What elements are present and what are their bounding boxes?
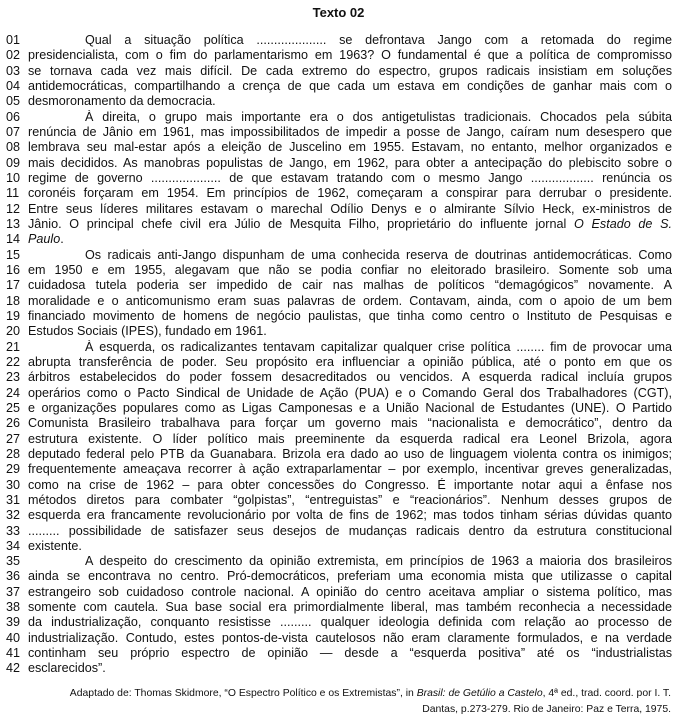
line-number: 15 bbox=[6, 247, 21, 262]
text-line bbox=[6, 554, 672, 569]
line-content: continham seu próprio espectro de opinião — desde a “esquerda positiva” até os “industrialistas bbox=[28, 646, 672, 661]
line-text bbox=[28, 493, 672, 508]
text-line bbox=[6, 217, 672, 232]
line-number: 29 bbox=[6, 462, 21, 477]
line-text bbox=[28, 278, 672, 293]
line-number: 22 bbox=[6, 354, 21, 369]
line-content: antidemocráticas, compartilhando a crença de que cada um estava em condições de ganhar mais com o bbox=[28, 78, 672, 93]
line-text bbox=[28, 79, 672, 94]
line-text bbox=[28, 401, 672, 416]
line-number: 06 bbox=[6, 109, 21, 124]
line-text bbox=[28, 64, 672, 79]
line-text bbox=[28, 33, 672, 48]
line-content: À direita, o grupo mais importante era o dos antigetulistas tradicionais. Chocados pela súbita bbox=[85, 109, 672, 124]
line-content: moralidade e o anticomunismo eram suas palavras de ordem. Contavam, ainda, com o apoio de um bem bbox=[28, 293, 672, 308]
source-book-title: Brasil: de Getúlio a Castelo bbox=[416, 688, 543, 699]
line-text bbox=[28, 340, 672, 355]
line-text bbox=[28, 94, 672, 109]
line-content: esclarecidos”. bbox=[28, 661, 106, 676]
line-number: 17 bbox=[6, 278, 21, 293]
line-number: 14 bbox=[6, 232, 21, 247]
line-content: métodos diretos para combater “golpistas”, “entreguistas” e “reacionários”. Nenhum desses grupos de bbox=[28, 492, 672, 507]
line-text bbox=[28, 646, 672, 661]
text-line bbox=[6, 478, 672, 493]
line-content: frequentemente ameaçava recorrer à ação extraparlamentar – por exemplo, incentivar greves generalizadas, bbox=[28, 462, 672, 477]
line-text bbox=[28, 539, 672, 554]
line-number: 41 bbox=[6, 646, 21, 661]
line-number: 08 bbox=[6, 140, 21, 155]
line-text bbox=[28, 416, 672, 431]
line-content: ainda se encontrava no centro. Pró-democráticos, preferiam uma economia mista que utilizasse o capital bbox=[28, 569, 672, 584]
line-content: À esquerda, os radicalizantes tentavam capitalizar qualquer crise política ........ fim de provocar uma bbox=[85, 339, 672, 354]
text-line bbox=[6, 156, 672, 171]
line-number: 09 bbox=[6, 155, 21, 170]
line-text bbox=[28, 248, 672, 263]
line-text bbox=[28, 370, 672, 385]
text-line bbox=[6, 447, 672, 462]
line-text bbox=[28, 569, 672, 584]
line-number: 20 bbox=[6, 324, 21, 339]
line-content: esquerda era francamente revolucionário por volta de fins de 1962; mas todos tinham sérias dúvidas quanto bbox=[28, 508, 672, 523]
text-line bbox=[6, 248, 672, 263]
line-number: 02 bbox=[6, 48, 21, 63]
line-text bbox=[28, 263, 672, 278]
text-line bbox=[6, 64, 672, 79]
line-content: Jânio. O principal chefe civil era Júlio de Mesquita Filho, proprietário do influente jornal bbox=[28, 216, 567, 231]
line-content: A despeito do crescimento da opinião extremista, em princípios de 1963 a maioria dos brasileiros bbox=[85, 554, 672, 569]
source-line-1 bbox=[31, 686, 671, 702]
text-line bbox=[6, 110, 672, 125]
line-number: 34 bbox=[6, 538, 21, 553]
text-title: Texto 02 bbox=[312, 5, 365, 20]
text-line bbox=[6, 631, 672, 646]
text-line bbox=[6, 401, 672, 416]
line-content: em 1950 e em 1955, alegavam que não se podia confiar no eleitorado brasileiro. Somente sob uma bbox=[28, 262, 672, 277]
text-line bbox=[6, 508, 672, 523]
line-number: 32 bbox=[6, 508, 21, 523]
line-number: 33 bbox=[6, 523, 21, 538]
line-content: financiado movimento de homens de negócio paulistas, que tinha como centro o Instituto de Pesquisas e bbox=[28, 308, 672, 323]
text-body bbox=[6, 33, 672, 677]
newspaper-title: O Estado de S. bbox=[574, 216, 672, 231]
line-text bbox=[28, 554, 672, 569]
line-text bbox=[28, 156, 672, 171]
text-line bbox=[6, 263, 672, 278]
line-content: somente com cautela. Sua base social era primordialmente liberal, mas também reconhecia a necessidade bbox=[28, 600, 672, 615]
line-number: 12 bbox=[6, 201, 21, 216]
text-line bbox=[6, 340, 672, 355]
line-content: abrupta transferência de poder. Seu propósito era influenciar a opinião pública, até o ponto em que os bbox=[28, 354, 672, 369]
line-number: 26 bbox=[6, 416, 21, 431]
line-content: deputado federal pelo PTB da Guanabara. Brizola era dado ao uso de linguagem violenta contra os inimigos; bbox=[28, 446, 672, 461]
source-line-2: Dantas, p.273-279. Rio de Janeiro: Paz e Terra, 1975. bbox=[422, 704, 671, 715]
text-line bbox=[6, 539, 672, 554]
text-line bbox=[6, 600, 672, 615]
line-text bbox=[28, 432, 672, 447]
line-text bbox=[28, 294, 672, 309]
line-content: árbitros estabelecidos do poder fossem desacreditados ou vencidos. A esquerda radical incluía grupos bbox=[28, 370, 672, 385]
line-number: 28 bbox=[6, 446, 21, 461]
line-text bbox=[28, 110, 672, 125]
text-line bbox=[6, 569, 672, 584]
text-line bbox=[6, 232, 672, 247]
line-number: 11 bbox=[6, 186, 20, 201]
line-text bbox=[28, 355, 672, 370]
text-line bbox=[6, 416, 672, 431]
line-number: 19 bbox=[6, 308, 21, 323]
line-number: 42 bbox=[6, 661, 21, 676]
line-number: 21 bbox=[6, 339, 21, 354]
line-content: Comunista Brasileiro trabalhava para forçar um governo mais “nacionalista e democrático”, dentro da bbox=[28, 416, 672, 431]
line-text bbox=[28, 661, 672, 676]
text-line bbox=[6, 33, 672, 48]
text-line bbox=[6, 186, 672, 201]
line-number: 25 bbox=[6, 400, 21, 415]
line-text bbox=[28, 202, 672, 217]
line-text bbox=[28, 524, 672, 539]
line-text bbox=[28, 615, 672, 630]
line-content: estrutura existente. O líder político mais preeminente da esquerda radical era Leonel Brizola, agora bbox=[28, 431, 672, 446]
line-punctuation: . bbox=[60, 232, 64, 247]
line-number: 03 bbox=[6, 63, 21, 78]
text-line bbox=[6, 324, 672, 339]
line-content: existente. bbox=[28, 538, 82, 553]
line-content: estrangeiro sob cuidadoso controle nacional. A opinião do centro aceitava ampliar o sistema político, mas bbox=[28, 584, 672, 599]
line-number: 24 bbox=[6, 385, 21, 400]
line-content: coronéis forçaram em 1954. Em princípios de 1962, começaram a conspirar para derrubar o presidente. bbox=[28, 186, 672, 201]
text-line bbox=[6, 278, 672, 293]
line-content: regime de governo .................... de que estavam tratando com o mesmo Jango .................. renúncia os bbox=[28, 170, 672, 185]
line-content: Os radicais anti-Jango dispunham de uma conhecida reserva de doutrinas antidemocráticas. Como bbox=[85, 247, 672, 262]
line-number: 30 bbox=[6, 477, 21, 492]
text-line bbox=[6, 309, 672, 324]
text-line bbox=[6, 79, 672, 94]
line-content: da industrialização, conquanto resistisse ......... qualquer ideologia definida com relação ao processo de bbox=[28, 615, 672, 630]
text-line bbox=[6, 171, 672, 186]
line-text bbox=[28, 125, 672, 140]
text-line bbox=[6, 524, 672, 539]
line-text bbox=[28, 585, 672, 600]
line-content: Qual a situação política .................... se defrontava Jango com a retomada do regime bbox=[85, 33, 672, 47]
line-text bbox=[28, 309, 672, 324]
line-content: ......... possibilidade de satisfazer seus desejos de mudanças radicais dentro da estrutura constitucional bbox=[28, 523, 672, 538]
line-number: 38 bbox=[6, 600, 21, 615]
line-text bbox=[28, 478, 672, 493]
text-line bbox=[6, 493, 672, 508]
line-number: 18 bbox=[6, 293, 21, 308]
text-line bbox=[6, 370, 672, 385]
text-line bbox=[6, 294, 672, 309]
line-text bbox=[28, 171, 672, 186]
text-line bbox=[6, 585, 672, 600]
text-line bbox=[6, 661, 672, 676]
line-text bbox=[28, 447, 672, 462]
text-line bbox=[6, 615, 672, 630]
text-line bbox=[6, 355, 672, 370]
source-suffix: , 4ª ed., trad. coord. por I. T. bbox=[542, 688, 671, 699]
line-content: renúncia de Jânio em 1961, mas impossibilitados de impedir a posse de Jango, caíram num desespero que bbox=[28, 124, 672, 139]
line-number: 39 bbox=[6, 615, 21, 630]
line-content: e organizações populares como as Ligas Camponesas e a União Nacional de Estudantes (UNE). O Partido bbox=[28, 400, 672, 415]
source-citation bbox=[31, 686, 671, 718]
line-text bbox=[28, 217, 672, 232]
line-content: Estudos Sociais (IPES), fundado em 1961. bbox=[28, 324, 267, 339]
line-content: Entre seus líderes militares estavam o marechal Odílio Denys e o almirante Sílvio Heck, ex-ministros de bbox=[28, 201, 672, 216]
line-number: 35 bbox=[6, 554, 21, 569]
line-number: 36 bbox=[6, 569, 21, 584]
line-number: 16 bbox=[6, 262, 21, 277]
line-number: 40 bbox=[6, 630, 21, 645]
line-number: 37 bbox=[6, 584, 21, 599]
text-line bbox=[6, 462, 672, 477]
text-line bbox=[6, 432, 672, 447]
text-line bbox=[6, 646, 672, 661]
line-text bbox=[28, 386, 672, 401]
text-line bbox=[6, 202, 672, 217]
line-number: 04 bbox=[6, 78, 21, 93]
line-number: 07 bbox=[6, 124, 21, 139]
line-number: 27 bbox=[6, 431, 21, 446]
line-content: se tornava cada vez mais difícil. De cada extremo do espectro, grupos radicais insistiam em soluções bbox=[28, 63, 672, 78]
line-content: desmoronamento da democracia. bbox=[28, 94, 216, 109]
line-content: mais decididos. As manobras populistas de Jango, em 1962, para obter a antecipação do plebiscito sobre o bbox=[28, 155, 672, 170]
line-text bbox=[28, 324, 672, 339]
text-line bbox=[6, 140, 672, 155]
line-text bbox=[28, 631, 672, 646]
line-text bbox=[28, 48, 672, 63]
line-content: presidencialista, com o fim do parlamentarismo em 1963? O fundamental é que a política de compromisso bbox=[28, 48, 672, 63]
source-prefix: Adaptado de: Thomas Skidmore, “O Espectro Político e os Extremistas”, in bbox=[69, 688, 417, 699]
line-number: 31 bbox=[6, 492, 21, 507]
line-content: lembrava seu mal-estar após a eleição de Juscelino em 1955. Estavam, no entanto, melhor organizados e bbox=[28, 140, 672, 155]
text-line bbox=[6, 386, 672, 401]
line-text bbox=[28, 140, 672, 155]
line-number: 10 bbox=[6, 170, 21, 185]
line-text bbox=[28, 508, 672, 523]
line-text bbox=[28, 232, 672, 247]
line-text bbox=[28, 600, 672, 615]
line-content: cuidadosa tutela poderia ser impedido de cair nas malhas de políticos “demagógicos” novamente. A bbox=[28, 278, 672, 293]
line-number: 01 bbox=[6, 33, 21, 47]
line-content: como na crise de 1962 – para obter concessões do Congresso. É importante notar aqui a ênfase nos bbox=[28, 477, 672, 492]
line-number: 23 bbox=[6, 370, 21, 385]
line-text bbox=[28, 186, 672, 201]
line-content: operários como o Pacto Sindical de Unidade de Ação (PUA) e o Comando Geral dos Trabalhadores (CGT), bbox=[28, 385, 672, 400]
text-line bbox=[6, 94, 672, 109]
line-content: industrialização. Contudo, estes pontos-de-vista cautelosos não eram claramente formulados, e na verdade bbox=[28, 630, 672, 645]
text-line bbox=[6, 125, 672, 140]
line-text bbox=[28, 462, 672, 477]
text-line bbox=[6, 48, 672, 63]
newspaper-title: Paulo bbox=[28, 232, 61, 247]
line-number: 05 bbox=[6, 94, 21, 109]
line-number: 13 bbox=[6, 216, 21, 231]
